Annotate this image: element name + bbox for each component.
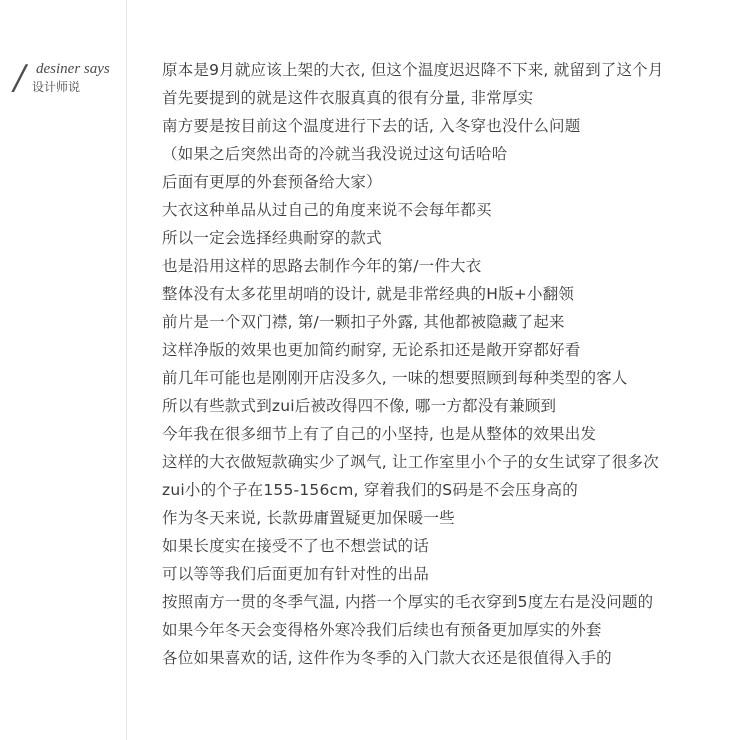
text-line: 南方要是按目前这个温度进行下去的话, 入冬穿也没什么问题: [162, 117, 581, 135]
text-line: 前几年可能也是刚刚开店没多久, 一味的想要照顾到每种类型的客人: [162, 369, 628, 387]
text-line: 大衣这种单品从过自己的角度来说不会每年都买: [162, 201, 492, 219]
text-line: 各位如果喜欢的话, 这件作为冬季的入门款大衣还是很值得入手的: [162, 649, 612, 667]
slash-mark: /: [14, 58, 26, 98]
text-line: 首先要提到的就是这件衣服真真的很有分量, 非常厚实: [162, 89, 534, 107]
designer-says-title: desiner says: [36, 61, 110, 77]
text-line: （如果之后突然出奇的冷就当我没说过这句话哈哈: [162, 145, 508, 163]
text-line: 也是沿用这样的思路去制作今年的第/一件大衣: [162, 257, 482, 275]
text-line: 如果今年冬天会变得格外寒冷我们后续也有预备更加厚实的外套: [162, 621, 602, 639]
text-line: 按照南方一贯的冬季气温, 内搭一个厚实的毛衣穿到5度左右是没问题的: [162, 593, 654, 611]
text-line: 作为冬天来说, 长款毋庸置疑更加保暖一些: [162, 509, 455, 527]
text-line: 可以等等我们后面更加有针对性的出品: [162, 565, 429, 583]
text-line: 后面有更厚的外套预备给大家）: [162, 173, 382, 191]
designer-says-subtitle: 设计师说: [32, 80, 81, 94]
text-line: 所以有些款式到zui后被改得四不像, 哪一方都没有兼顾到: [162, 397, 557, 415]
text-line: 所以一定会选择经典耐穿的款式: [162, 229, 382, 247]
text-line: 前片是一个双门襟, 第/一颗扣子外露, 其他都被隐藏了起来: [162, 313, 565, 331]
text-line: 如果长度实在接受不了也不想尝试的话: [162, 537, 429, 555]
vertical-divider: [126, 0, 127, 740]
text-line: zui小的个子在155-156cm, 穿着我们的S码是不会压身高的: [162, 481, 578, 499]
text-line: 这样净版的效果也更加简约耐穿, 无论系扣还是敞开穿都好看: [162, 341, 581, 359]
article-body: [162, 56, 742, 672]
text-line: 原本是9月就应该上架的大衣, 但这个温度迟迟降不下来, 就留到了这个月: [162, 61, 664, 79]
text-line: 今年我在很多细节上有了自己的小坚持, 也是从整体的效果出发: [162, 425, 597, 443]
text-line: 这样的大衣做短款确实少了飒气, 让工作室里小个子的女生试穿了很多次: [162, 453, 659, 471]
text-line: 整体没有太多花里胡哨的设计, 就是非常经典的H版+小翻领: [162, 285, 575, 303]
